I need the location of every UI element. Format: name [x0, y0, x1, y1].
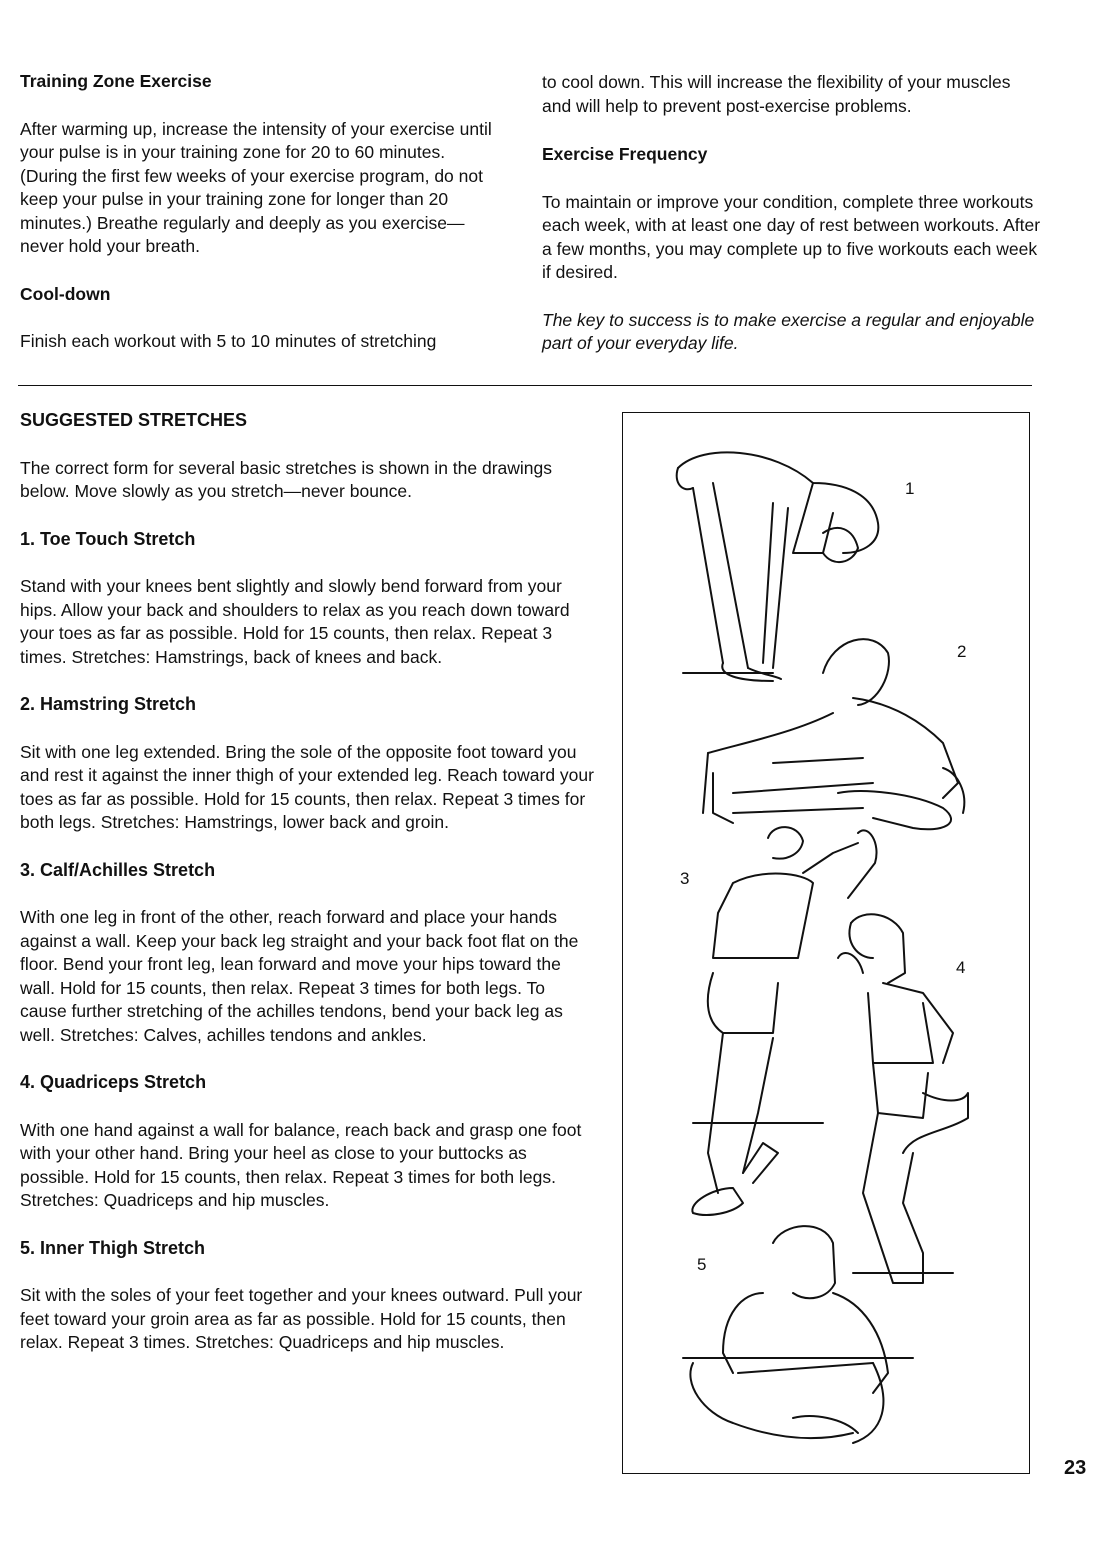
- section-divider: [18, 385, 1032, 386]
- key-to-success-note: The key to success is to make exercise a regular and enjoyable part of your everyday life.: [542, 309, 1035, 353]
- cool-down-heading: Cool-down: [20, 283, 111, 304]
- stretch-3-body: With one leg in front of the other, reach forward and place your hands against a wall. Keep your back leg straight and your back foot flat on the floor. Bend your front leg, lean forward and move your hips toward the wall. Hold for 15 counts, then relax. Repeat 3 times for both legs. To cause further stretching of the achilles tendons, bend your back leg as well. Stretches: Calves, achilles tendons and ankles.: [20, 907, 579, 1045]
- cool-down-body: [20, 330, 500, 354]
- figure-label-5: 5: [697, 1255, 707, 1274]
- suggested-stretches-intro: The correct form for several basic stretches is shown in the drawings below. Move slowly as you stretch—never bounce.: [20, 457, 553, 501]
- inner-thigh-stretch-figure-icon: [683, 1226, 913, 1443]
- stretch-illustrations: [623, 413, 1029, 1473]
- top-right-column: [542, 71, 1042, 356]
- suggested-stretches-heading: SUGGESTED STRETCHES: [20, 410, 248, 430]
- figure-label-2: 2: [957, 642, 967, 661]
- figure-label-4: 4: [956, 958, 966, 977]
- cool-down-body-continued-text: to cool down. This will increase the flexibility of your muscles and will help to prevent post-exercise problems.: [542, 72, 1011, 116]
- training-zone-body: After warming up, increase the intensity of your exercise until your pulse is in your training zone for 20 to 60 minutes. (During the first few weeks of your exercise program, do not keep your pulse in your training zone for longer than 20 minutes.) Breathe regularly and deeply as you exercise—never hold your breath.: [20, 118, 492, 256]
- exercise-frequency-body: To maintain or improve your condition, complete three workouts each week, with at least one day of rest between workouts. After a few months, you may complete up to five workouts each week if desired.: [542, 191, 1041, 282]
- stretch-1-title: 1. Toe Touch Stretch: [20, 528, 196, 549]
- stretch-4-title: 4. Quadriceps Stretch: [20, 1072, 207, 1092]
- stretch-3-title: 3. Calf/Achilles Stretch: [20, 859, 216, 880]
- cool-down-body-text: Finish each workout with 5 to 10 minutes of stretching: [20, 331, 437, 351]
- stretch-illustrations-frame: [622, 412, 1030, 1474]
- figure-label-3: 3: [680, 869, 690, 888]
- stretch-1-body: Stand with your knees bent slightly and slowly bend forward from your hips. Allow your back and shoulders to relax as you reach down toward your toes as far as possible. Hold for 15 counts, then relax. Repeat 3 times. Stretches: Hamstrings, back of knees and back.: [20, 576, 570, 667]
- calf-achilles-stretch-figure-icon: [692, 827, 876, 1215]
- stretch-5-title: 5. Inner Thigh Stretch: [20, 1237, 206, 1258]
- stretch-4-body: With one hand against a wall for balance, reach back and grasp one foot with your other hand. Bring your heel as close to your buttocks as possible. Hold for 15 counts, then relax. Repeat 3 times for both legs. Stretches: Quadriceps and hip muscles.: [20, 1119, 582, 1210]
- stretch-2-title: 2. Hamstring Stretch: [20, 694, 197, 714]
- top-left-column: [20, 70, 500, 354]
- suggested-stretches-section: [20, 409, 595, 1355]
- exercise-frequency-heading: Exercise Frequency: [542, 144, 708, 164]
- toe-touch-figure-icon: [677, 452, 879, 681]
- quadriceps-stretch-figure-icon: [838, 914, 968, 1283]
- hamstring-stretch-figure-icon: [703, 639, 967, 829]
- page-number: 23: [1064, 1457, 1087, 1479]
- cool-down-body-continued: [542, 71, 1042, 119]
- stretch-5-body: Sit with the soles of your feet together and your knees outward. Pull your feet toward your groin area as far as possible. Hold for 15 counts, then relax. Repeat 3 times. Stretches: Quadriceps and hip muscles.: [20, 1285, 583, 1352]
- stretch-2-body: Sit with one leg extended. Bring the sole of the opposite foot toward you and rest it against the inner thigh of your extended leg. Reach toward your toes as far as possible. Hold for 15 counts, then relax. Repeat 3 times for both legs. Stretches: Hamstrings, lower back and groin.: [20, 741, 594, 832]
- figure-label-1: 1: [905, 479, 915, 498]
- training-zone-heading: Training Zone Exercise: [20, 71, 212, 91]
